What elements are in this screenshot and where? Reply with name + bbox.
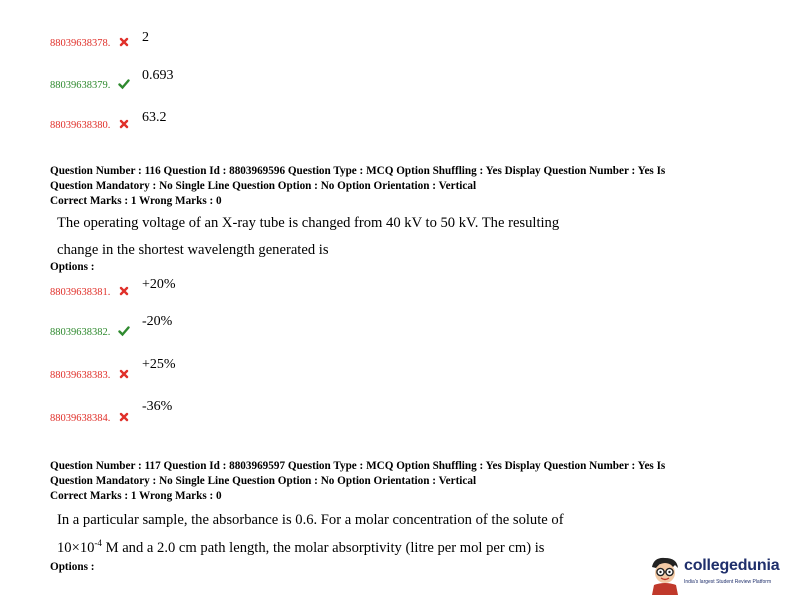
option-value: -20%	[142, 314, 173, 329]
question-meta: Question Number : 116 Question Id : 8803969596 Question Type : MCQ Option Shuffling : Yes Display Question Number : Yes Is	[50, 165, 666, 177]
cross-icon	[118, 368, 130, 380]
mascot-icon	[648, 555, 682, 595]
cross-icon	[118, 411, 130, 423]
option-value: 2	[142, 30, 149, 45]
question-meta: Question Mandatory : No Single Line Question Option : No Option Orientation : Vertical	[50, 475, 477, 487]
cross-icon	[118, 36, 130, 48]
option-id: 88039638384.	[50, 413, 111, 424]
question-marks: Correct Marks : 1 Wrong Marks : 0	[50, 490, 222, 502]
question-text-part: 10×10	[57, 539, 95, 556]
logo-tagline: India's largest Student Review Platform	[684, 579, 772, 585]
option-row	[50, 408, 130, 426]
option-row	[50, 365, 130, 383]
option-value: 63.2	[142, 110, 167, 125]
question-text: change in the shortest wavelength generated is	[57, 242, 329, 258]
question-text: In a particular sample, the absorbance is 0.6. For a molar concentration of the solute of	[57, 512, 564, 528]
option-id: 88039638379.	[50, 80, 111, 91]
cross-icon	[118, 118, 130, 130]
checkmark-icon	[118, 325, 130, 337]
collegedunia-logo	[648, 555, 788, 599]
question-marks: Correct Marks : 1 Wrong Marks : 0	[50, 195, 222, 207]
option-id: 88039638380.	[50, 120, 111, 131]
option-value: +20%	[142, 277, 176, 292]
option-value: -36%	[142, 399, 173, 414]
option-id: 88039638381.	[50, 287, 111, 298]
question-meta: Question Mandatory : No Single Line Question Option : No Option Orientation : Vertical	[50, 180, 477, 192]
option-row	[50, 33, 130, 51]
logo-name: collegedunia	[684, 557, 780, 574]
cross-icon	[118, 285, 130, 297]
option-row	[50, 322, 130, 340]
option-row	[50, 115, 130, 133]
option-value: +25%	[142, 357, 176, 372]
checkmark-icon	[118, 78, 130, 90]
question-text-superscript: -4	[94, 538, 102, 548]
option-row	[50, 282, 130, 300]
option-value: 0.693	[142, 68, 174, 83]
option-id: 88039638382.	[50, 327, 111, 338]
question-meta: Question Number : 117 Question Id : 8803969597 Question Type : MCQ Option Shuffling : Yes Display Question Number : Yes Is	[50, 460, 666, 472]
question-text	[57, 538, 545, 557]
question-text: The operating voltage of an X-ray tube is changed from 40 kV to 50 kV. The resulting	[57, 215, 560, 231]
question-text-part: M and a 2.0 cm path length, the molar absorptivity (litre per mol per cm) is	[101, 539, 545, 556]
option-row	[50, 75, 130, 93]
option-id: 88039638378.	[50, 38, 111, 49]
options-label: Options :	[50, 261, 95, 273]
options-label: Options :	[50, 561, 95, 573]
option-id: 88039638383.	[50, 370, 111, 381]
